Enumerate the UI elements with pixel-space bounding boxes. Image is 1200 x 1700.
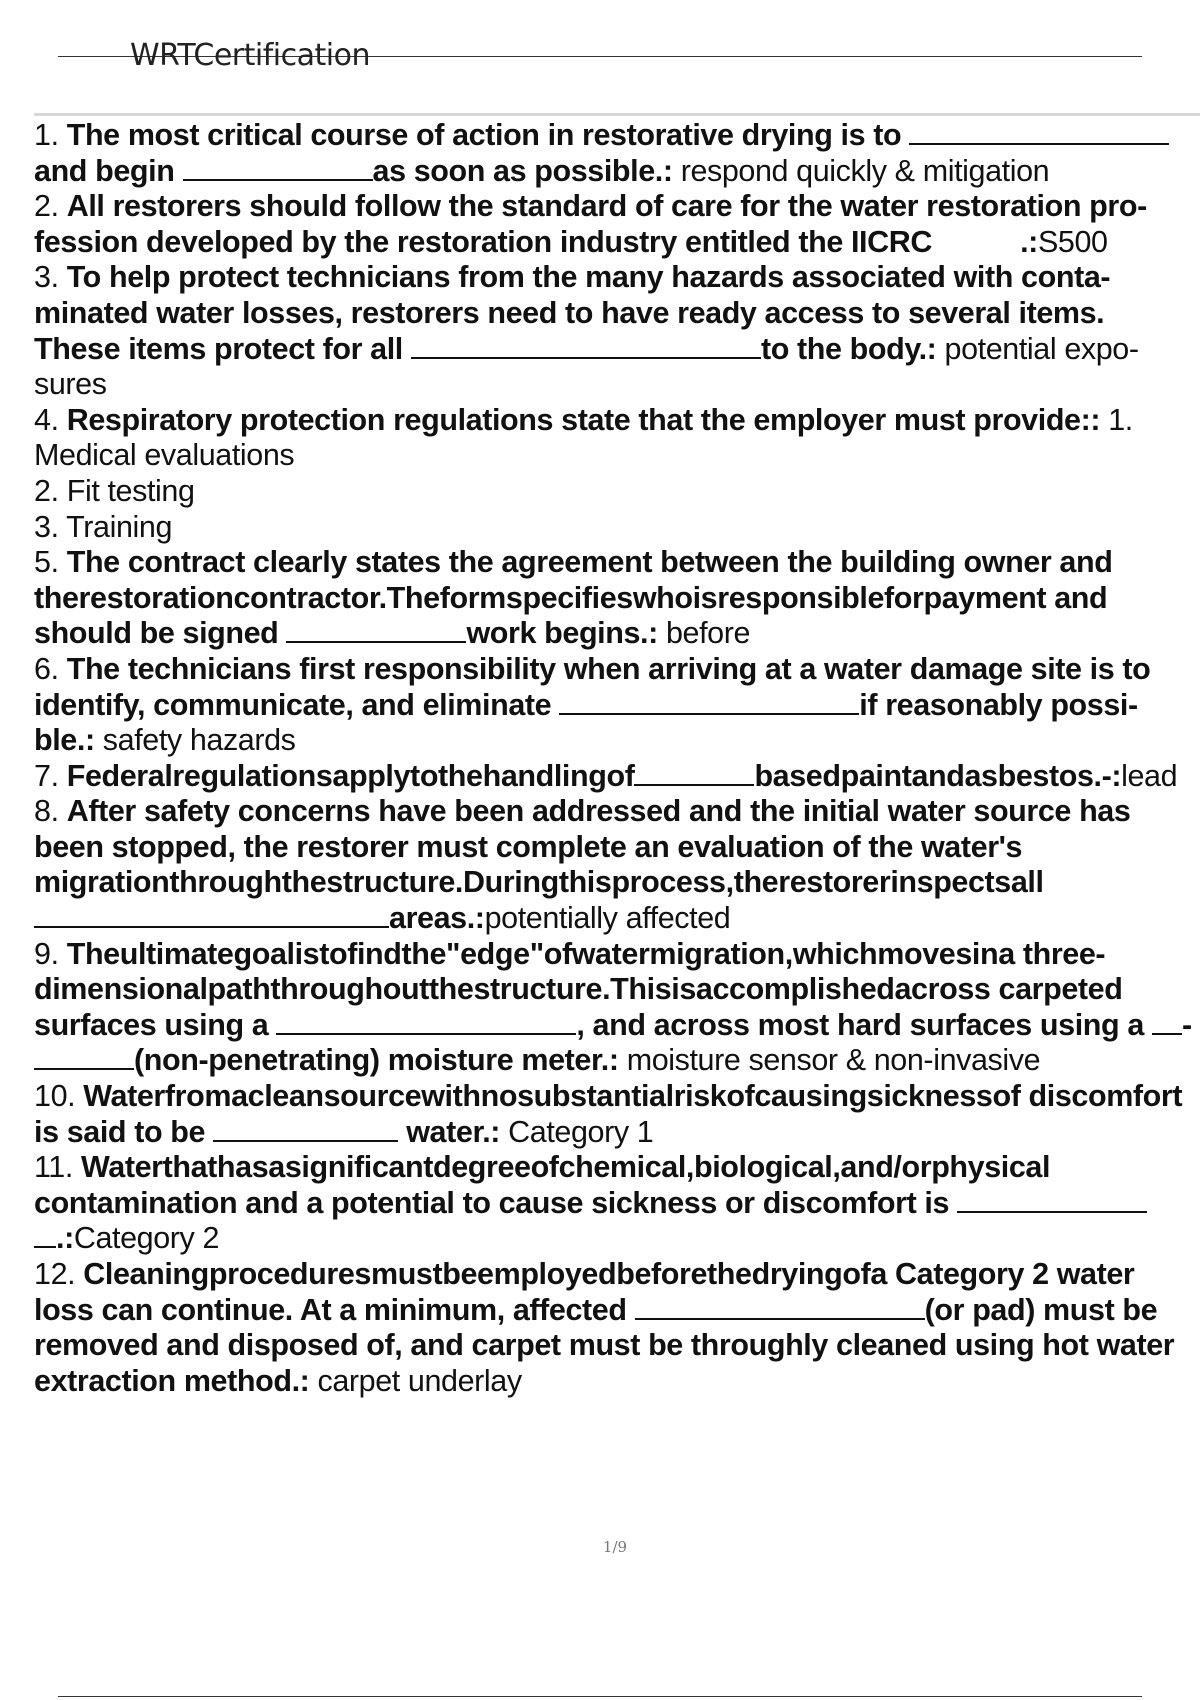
answer-line: 3. Training bbox=[34, 509, 173, 544]
answer-text: S500 bbox=[1037, 224, 1108, 259]
answer-text: potentially affected bbox=[484, 901, 731, 936]
answer-text: carpet underlay bbox=[317, 1363, 522, 1398]
question-number: 4. bbox=[34, 402, 59, 437]
question-text: Cleaningproceduresmustbeemployedbeforethedryingofa Category 2 water loss can continue. At a minimum, affected bbox=[34, 1257, 1135, 1327]
question-number: 6. bbox=[34, 651, 59, 686]
question-text: , and across most hard surfaces using a bbox=[576, 1007, 1144, 1042]
answer-blank bbox=[909, 119, 1169, 145]
answer-blank bbox=[1152, 1009, 1182, 1035]
question-10 bbox=[34, 1079, 1194, 1150]
answer-blank bbox=[34, 1222, 56, 1248]
question-text: All restorers should follow the standard of care for the water restoration pro-fession developed by the restoration industry entitled the IICRC bbox=[34, 189, 1147, 259]
answer-blank bbox=[634, 760, 754, 786]
question-text: if reasonably possi-ble.: bbox=[34, 687, 1138, 758]
answer-text: lead bbox=[1121, 758, 1178, 793]
question-text: as soon as possible.: bbox=[372, 153, 673, 188]
answer-blank bbox=[957, 1187, 1147, 1213]
answer-text: 1. Medical evaluations bbox=[34, 402, 1133, 473]
answer-text: respond quickly & mitigation bbox=[680, 153, 1050, 188]
question-text: After safety concerns have been addressed and the initial water source has been stopped, the restorer must complete an evaluation of the water's migrationthroughthestructure.Duringthisprocess,therestorerinspectsall bbox=[34, 794, 1131, 900]
answer-blank bbox=[276, 1009, 576, 1035]
question-text: Theultimategoalistofindthe"edge"ofwatermigration,whichmovesina three-dimensionalpaththroughoutthestructure.Thisisaccomplishedacross carpeted surfaces using a bbox=[34, 936, 1123, 1042]
answer-text: safety hazards bbox=[102, 723, 296, 758]
question-text: (or pad) must be removed and disposed of, and carpet must be throughly cleaned using hot water extraction method.: bbox=[34, 1292, 1175, 1398]
question-text: The contract clearly states the agreement between the building owner and therestorationcontractor.Theformspecifieswhoisresponsibleforpayment and should be signed bbox=[34, 545, 1113, 651]
question-text: Waterthathasasignificantdegreeofchemical,biological,and/orphysical contamination and a potential to cause sickness or discomfort is bbox=[34, 1150, 1051, 1220]
answer-text: before bbox=[665, 616, 751, 651]
question-text: (non-penetrating) moisture meter.: bbox=[134, 1043, 619, 1078]
question-text: The most critical course of action in restorative drying is to bbox=[66, 118, 902, 152]
question-number: 3. bbox=[34, 260, 59, 295]
question-number: 8. bbox=[34, 794, 59, 829]
question-text: Federalregulationsapplytothehandlingof bbox=[66, 758, 635, 793]
question-number: 1. bbox=[34, 118, 59, 152]
question-text: work begins.: bbox=[466, 616, 658, 651]
question-number: 7. bbox=[34, 758, 59, 793]
answer-blank bbox=[34, 1044, 134, 1070]
answer-text: Category 1 bbox=[508, 1114, 654, 1149]
question-6 bbox=[34, 652, 1194, 759]
question-text: water.: bbox=[406, 1114, 501, 1149]
footer-rule bbox=[58, 1696, 1142, 1697]
question-text: to the body.: bbox=[760, 331, 937, 366]
question-11 bbox=[34, 1150, 1194, 1257]
answer-text: Category 2 bbox=[73, 1221, 220, 1256]
divider bbox=[34, 113, 1200, 116]
answer-text: moisture sensor & non-invasive bbox=[626, 1043, 1041, 1078]
question-7 bbox=[34, 759, 1194, 795]
question-number: 9. bbox=[34, 936, 59, 971]
question-4 bbox=[34, 403, 1194, 545]
question-3 bbox=[34, 260, 1194, 402]
question-text: The technicians first responsibility when arriving at a water damage site is to identify, communicate, and eliminate bbox=[34, 651, 1151, 722]
question-12 bbox=[34, 1257, 1194, 1399]
question-number: 2. bbox=[34, 189, 59, 224]
question-text: Waterfromacleansourcewithnosubstantialriskofcausingsicknessof discomfort is said to be bbox=[34, 1079, 1183, 1149]
question-text: - bbox=[1181, 1007, 1192, 1042]
answer-blank bbox=[411, 333, 761, 359]
answer-blank bbox=[559, 689, 859, 715]
question-text: and begin bbox=[34, 153, 175, 188]
question-2 bbox=[34, 189, 1194, 260]
document-title: WRTCertification bbox=[130, 38, 370, 73]
page-number: 1/9 bbox=[602, 1538, 628, 1556]
question-text: To help protect technicians from the many hazards associated with conta-minated water losses, restorers need to have ready access to several items. These items protect for all bbox=[34, 260, 1111, 366]
answer-blank bbox=[34, 902, 389, 928]
question-number: 10. bbox=[34, 1079, 76, 1114]
question-text: areas.: bbox=[389, 901, 485, 936]
question-text: .: bbox=[56, 1221, 74, 1256]
answer-line: 2. Fit testing bbox=[34, 473, 195, 508]
answer-text: potential expo-sures bbox=[34, 331, 1139, 402]
answer-blank bbox=[286, 617, 466, 643]
answer-blank bbox=[635, 1294, 925, 1320]
question-5 bbox=[34, 545, 1194, 652]
question-text: Respiratory protection regulations state that the employer must provide:: bbox=[66, 402, 1101, 437]
question-number: 5. bbox=[34, 545, 59, 580]
question-1 bbox=[34, 118, 1194, 189]
answer-blank bbox=[213, 1116, 398, 1142]
question-text: basedpaintandasbestos.-: bbox=[754, 758, 1122, 793]
question-number: 12. bbox=[34, 1257, 76, 1291]
question-text: .: bbox=[1020, 224, 1038, 259]
answer-blank bbox=[183, 155, 373, 181]
question-9 bbox=[34, 937, 1194, 1079]
question-8 bbox=[34, 794, 1194, 936]
question-number: 11. bbox=[34, 1150, 73, 1185]
question-list bbox=[34, 118, 1194, 1399]
